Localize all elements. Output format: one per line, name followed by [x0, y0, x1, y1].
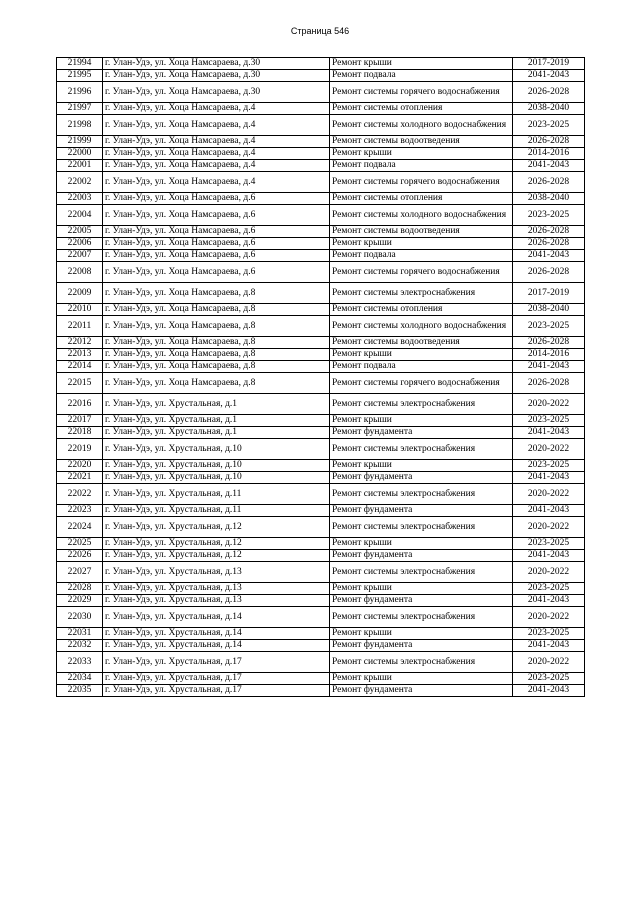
row-number-cell: 22028 — [57, 583, 103, 595]
period-cell: 2041-2043 — [513, 640, 585, 652]
table-body — [57, 58, 585, 697]
row-number-cell: 21997 — [57, 103, 103, 115]
address-cell: г. Улан-Удэ, ул. Хоца Намсараева, д.8 — [103, 316, 330, 337]
period-cell: 2041-2043 — [513, 250, 585, 262]
address-cell: г. Улан-Удэ, ул. Хрустальная, д.1 — [103, 427, 330, 439]
work-type-cell: Ремонт крыши — [330, 460, 513, 472]
period-cell: 2026-2028 — [513, 136, 585, 148]
row-number-cell: 21998 — [57, 115, 103, 136]
table-row — [57, 115, 585, 136]
table-row — [57, 427, 585, 439]
row-number-cell: 22019 — [57, 439, 103, 460]
work-type-cell: Ремонт подвала — [330, 70, 513, 82]
row-number-cell: 22012 — [57, 337, 103, 349]
row-number-cell: 22007 — [57, 250, 103, 262]
period-cell: 2041-2043 — [513, 361, 585, 373]
table-row — [57, 205, 585, 226]
period-cell: 2026-2028 — [513, 82, 585, 103]
period-cell: 2026-2028 — [513, 238, 585, 250]
address-cell: г. Улан-Удэ, ул. Хоца Намсараева, д.6 — [103, 250, 330, 262]
address-cell: г. Улан-Удэ, ул. Хоца Намсараева, д.8 — [103, 337, 330, 349]
work-type-cell: Ремонт крыши — [330, 583, 513, 595]
address-cell: г. Улан-Удэ, ул. Хрустальная, д.13 — [103, 583, 330, 595]
period-cell: 2014-2016 — [513, 349, 585, 361]
row-number-cell: 22014 — [57, 361, 103, 373]
period-cell: 2038-2040 — [513, 103, 585, 115]
table-row — [57, 316, 585, 337]
address-cell: г. Улан-Удэ, ул. Хрустальная, д.1 — [103, 394, 330, 415]
address-cell: г. Улан-Удэ, ул. Хрустальная, д.17 — [103, 685, 330, 697]
work-type-cell: Ремонт крыши — [330, 58, 513, 70]
work-type-cell: Ремонт системы холодного водоснабжения — [330, 205, 513, 226]
work-type-cell: Ремонт крыши — [330, 673, 513, 685]
table-row — [57, 172, 585, 193]
table-row — [57, 439, 585, 460]
period-cell: 2041-2043 — [513, 160, 585, 172]
table-row — [57, 484, 585, 505]
period-cell: 2023-2025 — [513, 538, 585, 550]
table-row — [57, 505, 585, 517]
work-type-cell: Ремонт крыши — [330, 238, 513, 250]
table-row — [57, 238, 585, 250]
row-number-cell: 22013 — [57, 349, 103, 361]
work-type-cell: Ремонт фундамента — [330, 595, 513, 607]
address-cell: г. Улан-Удэ, ул. Хрустальная, д.10 — [103, 472, 330, 484]
address-cell: г. Улан-Удэ, ул. Хрустальная, д.17 — [103, 652, 330, 673]
row-number-cell: 22030 — [57, 607, 103, 628]
row-number-cell: 22034 — [57, 673, 103, 685]
period-cell: 2026-2028 — [513, 262, 585, 283]
table-row — [57, 517, 585, 538]
row-number-cell: 22022 — [57, 484, 103, 505]
table-row — [57, 460, 585, 472]
period-cell: 2023-2025 — [513, 628, 585, 640]
address-cell: г. Улан-Удэ, ул. Хоца Намсараева, д.4 — [103, 172, 330, 193]
address-cell: г. Улан-Удэ, ул. Хрустальная, д.14 — [103, 628, 330, 640]
work-type-cell: Ремонт фундамента — [330, 505, 513, 517]
address-cell: г. Улан-Удэ, ул. Хоца Намсараева, д.4 — [103, 160, 330, 172]
address-cell: г. Улан-Удэ, ул. Хоца Намсараева, д.8 — [103, 283, 330, 304]
address-cell: г. Улан-Удэ, ул. Хоца Намсараева, д.4 — [103, 115, 330, 136]
period-cell: 2038-2040 — [513, 193, 585, 205]
table-row — [57, 685, 585, 697]
work-type-cell: Ремонт системы электроснабжения — [330, 283, 513, 304]
work-type-cell: Ремонт подвала — [330, 160, 513, 172]
work-type-cell: Ремонт системы отопления — [330, 304, 513, 316]
address-cell: г. Улан-Удэ, ул. Хрустальная, д.13 — [103, 595, 330, 607]
table-row — [57, 349, 585, 361]
row-number-cell: 22033 — [57, 652, 103, 673]
period-cell: 2020-2022 — [513, 562, 585, 583]
work-type-cell: Ремонт системы электроснабжения — [330, 439, 513, 460]
work-type-cell: Ремонт системы электроснабжения — [330, 394, 513, 415]
period-cell: 2026-2028 — [513, 226, 585, 238]
address-cell: г. Улан-Удэ, ул. Хрустальная, д.12 — [103, 517, 330, 538]
period-cell: 2026-2028 — [513, 373, 585, 394]
row-number-cell: 22000 — [57, 148, 103, 160]
row-number-cell: 22032 — [57, 640, 103, 652]
work-type-cell: Ремонт системы электроснабжения — [330, 517, 513, 538]
address-cell: г. Улан-Удэ, ул. Хрустальная, д.17 — [103, 673, 330, 685]
table-row — [57, 562, 585, 583]
table-row — [57, 160, 585, 172]
work-type-cell: Ремонт крыши — [330, 415, 513, 427]
table-row — [57, 538, 585, 550]
work-type-cell: Ремонт крыши — [330, 538, 513, 550]
address-cell: г. Улан-Удэ, ул. Хрустальная, д.12 — [103, 550, 330, 562]
table-row — [57, 226, 585, 238]
work-type-cell: Ремонт системы отопления — [330, 193, 513, 205]
period-cell: 2041-2043 — [513, 685, 585, 697]
row-number-cell: 21999 — [57, 136, 103, 148]
work-type-cell: Ремонт системы холодного водоснабжения — [330, 316, 513, 337]
address-cell: г. Улан-Удэ, ул. Хрустальная, д.10 — [103, 439, 330, 460]
table-row — [57, 415, 585, 427]
work-type-cell: Ремонт системы водоотведения — [330, 337, 513, 349]
address-cell: г. Улан-Удэ, ул. Хрустальная, д.10 — [103, 460, 330, 472]
address-cell: г. Улан-Удэ, ул. Хоца Намсараева, д.6 — [103, 193, 330, 205]
period-cell: 2017-2019 — [513, 58, 585, 70]
period-cell: 2020-2022 — [513, 394, 585, 415]
table-row — [57, 148, 585, 160]
period-cell: 2023-2025 — [513, 415, 585, 427]
work-type-cell: Ремонт фундамента — [330, 685, 513, 697]
row-number-cell: 22016 — [57, 394, 103, 415]
row-number-cell: 22002 — [57, 172, 103, 193]
table-row — [57, 283, 585, 304]
address-cell: г. Улан-Удэ, ул. Хоца Намсараева, д.6 — [103, 226, 330, 238]
row-number-cell: 22011 — [57, 316, 103, 337]
row-number-cell: 22035 — [57, 685, 103, 697]
row-number-cell: 22025 — [57, 538, 103, 550]
row-number-cell: 22031 — [57, 628, 103, 640]
work-type-cell: Ремонт подвала — [330, 361, 513, 373]
table-row — [57, 70, 585, 82]
period-cell: 2041-2043 — [513, 550, 585, 562]
table-row — [57, 103, 585, 115]
address-cell: г. Улан-Удэ, ул. Хоца Намсараева, д.4 — [103, 136, 330, 148]
address-cell: г. Улан-Удэ, ул. Хоца Намсараева, д.30 — [103, 82, 330, 103]
work-type-cell: Ремонт системы водоотведения — [330, 136, 513, 148]
period-cell: 2041-2043 — [513, 595, 585, 607]
row-number-cell: 22027 — [57, 562, 103, 583]
work-type-cell: Ремонт фундамента — [330, 550, 513, 562]
period-cell: 2020-2022 — [513, 607, 585, 628]
work-type-cell: Ремонт фундамента — [330, 472, 513, 484]
row-number-cell: 22001 — [57, 160, 103, 172]
period-cell: 2038-2040 — [513, 304, 585, 316]
address-cell: г. Улан-Удэ, ул. Хоца Намсараева, д.8 — [103, 361, 330, 373]
period-cell: 2041-2043 — [513, 505, 585, 517]
address-cell: г. Улан-Удэ, ул. Хоца Намсараева, д.4 — [103, 103, 330, 115]
work-type-cell: Ремонт крыши — [330, 628, 513, 640]
table-row — [57, 82, 585, 103]
address-cell: г. Улан-Удэ, ул. Хрустальная, д.11 — [103, 484, 330, 505]
row-number-cell: 22009 — [57, 283, 103, 304]
table-row — [57, 250, 585, 262]
period-cell: 2020-2022 — [513, 652, 585, 673]
address-cell: г. Улан-Удэ, ул. Хрустальная, д.14 — [103, 640, 330, 652]
address-cell: г. Улан-Удэ, ул. Хрустальная, д.1 — [103, 415, 330, 427]
row-number-cell: 21994 — [57, 58, 103, 70]
table-row — [57, 652, 585, 673]
work-type-cell: Ремонт системы электроснабжения — [330, 484, 513, 505]
table-row — [57, 58, 585, 70]
row-number-cell: 22006 — [57, 238, 103, 250]
work-type-cell: Ремонт системы горячего водоснабжения — [330, 262, 513, 283]
table-row — [57, 640, 585, 652]
row-number-cell: 22005 — [57, 226, 103, 238]
row-number-cell: 21996 — [57, 82, 103, 103]
table-row — [57, 472, 585, 484]
row-number-cell: 22020 — [57, 460, 103, 472]
table-row — [57, 337, 585, 349]
table-row — [57, 673, 585, 685]
row-number-cell: 22003 — [57, 193, 103, 205]
period-cell: 2014-2016 — [513, 148, 585, 160]
address-cell: г. Улан-Удэ, ул. Хоца Намсараева, д.30 — [103, 58, 330, 70]
page-number-header: Страница 546 — [290, 26, 350, 36]
work-type-cell: Ремонт системы водоотведения — [330, 226, 513, 238]
work-type-cell: Ремонт фундамента — [330, 640, 513, 652]
address-cell: г. Улан-Удэ, ул. Хоца Намсараева, д.6 — [103, 205, 330, 226]
work-type-cell: Ремонт системы горячего водоснабжения — [330, 172, 513, 193]
period-cell: 2041-2043 — [513, 427, 585, 439]
work-type-cell: Ремонт фундамента — [330, 427, 513, 439]
work-type-cell: Ремонт системы электроснабжения — [330, 652, 513, 673]
row-number-cell: 22024 — [57, 517, 103, 538]
table-row — [57, 304, 585, 316]
table-row — [57, 373, 585, 394]
table-row — [57, 193, 585, 205]
period-cell: 2020-2022 — [513, 439, 585, 460]
work-type-cell: Ремонт системы электроснабжения — [330, 607, 513, 628]
address-cell: г. Улан-Удэ, ул. Хрустальная, д.12 — [103, 538, 330, 550]
work-type-cell: Ремонт подвала — [330, 250, 513, 262]
address-cell: г. Улан-Удэ, ул. Хрустальная, д.14 — [103, 607, 330, 628]
period-cell: 2023-2025 — [513, 460, 585, 472]
address-cell: г. Улан-Удэ, ул. Хоца Намсараева, д.4 — [103, 148, 330, 160]
row-number-cell: 22021 — [57, 472, 103, 484]
address-cell: г. Улан-Удэ, ул. Хоца Намсараева, д.8 — [103, 349, 330, 361]
period-cell: 2023-2025 — [513, 583, 585, 595]
period-cell: 2023-2025 — [513, 316, 585, 337]
table-row — [57, 262, 585, 283]
capital-repair-table — [56, 57, 585, 697]
work-type-cell: Ремонт крыши — [330, 148, 513, 160]
period-cell: 2041-2043 — [513, 472, 585, 484]
table-row — [57, 550, 585, 562]
row-number-cell: 22004 — [57, 205, 103, 226]
table-row — [57, 583, 585, 595]
work-type-cell: Ремонт системы холодного водоснабжения — [330, 115, 513, 136]
period-cell: 2026-2028 — [513, 172, 585, 193]
period-cell: 2023-2025 — [513, 205, 585, 226]
address-cell: г. Улан-Удэ, ул. Хоца Намсараева, д.6 — [103, 238, 330, 250]
period-cell: 2026-2028 — [513, 337, 585, 349]
table-row — [57, 394, 585, 415]
work-type-cell: Ремонт системы горячего водоснабжения — [330, 373, 513, 394]
address-cell: г. Улан-Удэ, ул. Хоца Намсараева, д.30 — [103, 70, 330, 82]
period-cell: 2020-2022 — [513, 484, 585, 505]
work-type-cell: Ремонт системы отопления — [330, 103, 513, 115]
row-number-cell: 22026 — [57, 550, 103, 562]
row-number-cell: 22029 — [57, 595, 103, 607]
row-number-cell: 22023 — [57, 505, 103, 517]
row-number-cell: 21995 — [57, 70, 103, 82]
row-number-cell: 22010 — [57, 304, 103, 316]
row-number-cell: 22015 — [57, 373, 103, 394]
period-cell: 2041-2043 — [513, 70, 585, 82]
address-cell: г. Улан-Удэ, ул. Хрустальная, д.13 — [103, 562, 330, 583]
table-row — [57, 607, 585, 628]
work-type-cell: Ремонт системы электроснабжения — [330, 562, 513, 583]
table-row — [57, 361, 585, 373]
period-cell: 2023-2025 — [513, 673, 585, 685]
row-number-cell: 22008 — [57, 262, 103, 283]
period-cell: 2023-2025 — [513, 115, 585, 136]
table-row — [57, 595, 585, 607]
period-cell: 2020-2022 — [513, 517, 585, 538]
work-type-cell: Ремонт системы горячего водоснабжения — [330, 82, 513, 103]
table-row — [57, 628, 585, 640]
address-cell: г. Улан-Удэ, ул. Хоца Намсараева, д.8 — [103, 304, 330, 316]
work-type-cell: Ремонт крыши — [330, 349, 513, 361]
table-row — [57, 136, 585, 148]
address-cell: г. Улан-Удэ, ул. Хоца Намсараева, д.6 — [103, 262, 330, 283]
row-number-cell: 22017 — [57, 415, 103, 427]
address-cell: г. Улан-Удэ, ул. Хрустальная, д.11 — [103, 505, 330, 517]
address-cell: г. Улан-Удэ, ул. Хоца Намсараева, д.8 — [103, 373, 330, 394]
row-number-cell: 22018 — [57, 427, 103, 439]
period-cell: 2017-2019 — [513, 283, 585, 304]
